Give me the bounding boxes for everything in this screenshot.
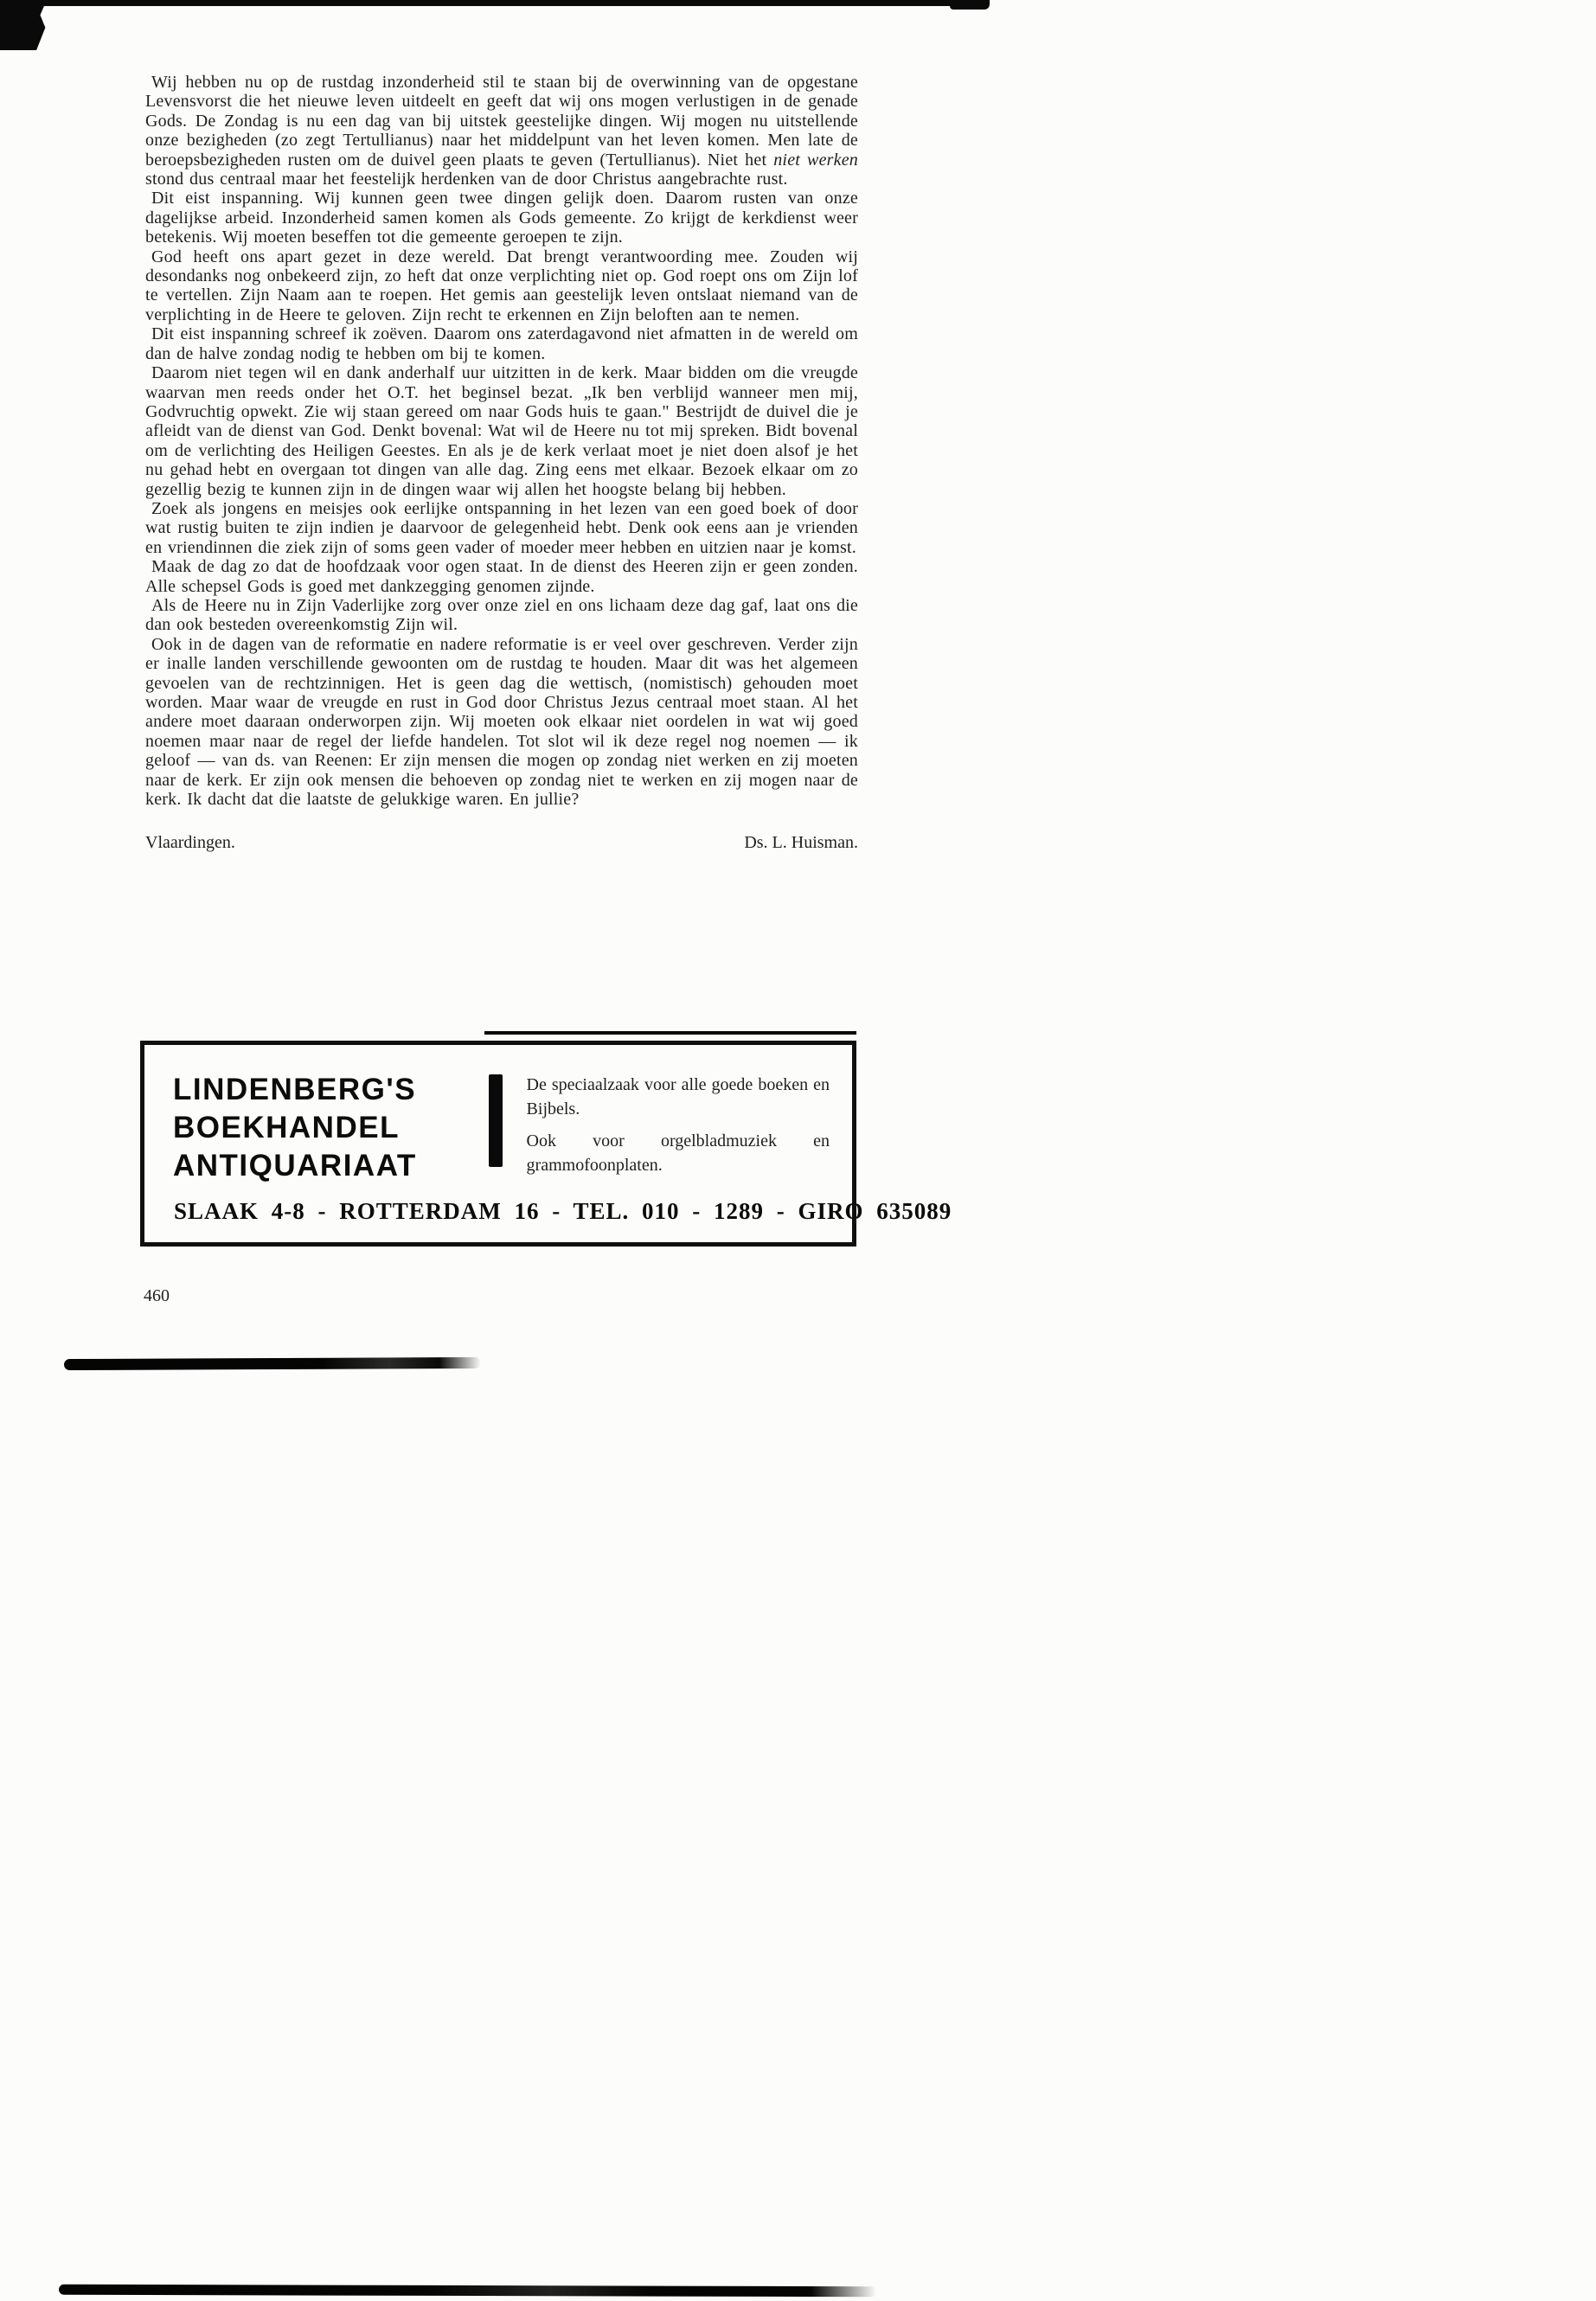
paragraph-emphasis: niet werken: [773, 150, 858, 170]
ad-brand-line-1: LINDENBERG'S: [173, 1073, 417, 1106]
ad-brand-line-3: ANTIQUARIAAT: [173, 1149, 417, 1183]
signature-place: Vlaardingen.: [145, 833, 235, 853]
paragraph-text: God heeft ons apart gezet in deze wereld. Dat brengt verantwoording mee. Zouden wij desondanks nog onbekeerd zijn, zo heft dat onze verplichting niet op. God roept ons om Zijn lof te vertellen. Zijn Naam aan te roepen. Het gemis aan geestelijk leven ontslaat niemand van de verplichting in de Heere te geloven. Zijn recht te erkennen en Zijn beloften aan te nemen.: [145, 247, 858, 324]
article-paragraphs: [145, 73, 858, 809]
paragraph-text: Zoek als jongens en meisjes ook eerlijke ontspanning in het lezen van een goed boek of door wat rustig buiten te zijn indien je daarvoor de gelegenheid hebt. Denk ook eens aan je vrienden en vriendinnen die ziek zijn of soms geen vader of moeder meer hebben en uitzien naar je komst.: [145, 498, 858, 557]
paragraph: [145, 247, 858, 325]
ad-brand: [173, 1071, 449, 1185]
ad-tagline-2: Ook voor orgelbladmuziek en grammofoonplaten.: [526, 1131, 830, 1175]
scan-artifact-top-line: [43, 0, 960, 6]
article: [145, 73, 858, 853]
paragraph: [145, 363, 858, 499]
advertisement-box: [140, 1041, 952, 1247]
paragraph: [145, 324, 858, 363]
paragraph: [145, 189, 858, 247]
ad-divider-bar: [489, 1074, 503, 1167]
paragraph-text: Daarom niet tegen wil en dank anderhalf uur uitzitten in de kerk. Maar bidden om die vreugde waarvan men reeds onder het O.T. het beginsel bezat. „Ik ben verblijd wanneer men mij, Godvruchtig opwekt. Zie wij staan gereed om naar Gods huis te gaan." Bestrijdt de duivel die je afleidt van de dienst van God. Denkt bovenal: Wat wil de Heere nu tot mij spreken. Bidt bovenal om de verlichting des Heiligen Geestes. En als je de kerk verlaat moet je niet doen alsof je het nu gehad hebt en overgaan tot dingen van alle dag. Zing eens met elkaar. Bezoek elkaar om zo gezellig bezig te kunnen zijn in de dingen waar wij allen het hoogste belang bij hebben.: [145, 363, 858, 499]
paragraph: [145, 635, 858, 810]
paragraph-text: Als de Heere nu in Zijn Vaderlijke zorg over onze ziel en ons lichaam deze dag gaf, laat ons die dan ook besteden overeenkomstig Zijn wil.: [145, 595, 858, 635]
scan-artifact-corner-mark: [0, 0, 47, 50]
scan-artifact-ad-top-line: [484, 1031, 856, 1035]
ad-tagline-1: De speciaalzaak voor alle goede boeken en Bijbels.: [526, 1075, 830, 1118]
paragraph-text: Maak de dag zo dat de hoofdzaak voor ogen staat. In de dienst des Heeren zijn er geen zonden. Alle schepsel Gods is goed met dankzegging genomen zijnde.: [145, 557, 858, 596]
advertisement-top-section: [144, 1045, 852, 1185]
paragraph: [145, 73, 858, 189]
scan-artifact-bottom-smudge: [59, 2285, 876, 2297]
ad-taglines: [527, 1073, 830, 1177]
scan-artifact-mid-smudge: [64, 1357, 481, 1370]
signature-author: Ds. L. Huisman.: [744, 833, 858, 853]
paragraph-text: Ook in de dagen van de reformatie en nadere reformatie is er veel over geschreven. Verder zijn er inalle landen verschillende gewoonten om de rustdag te houden. Maar dit was het algemeen gevoelen van de rechtzinnigen. Het is geen dag die wettisch, (nomistisch) gehouden moet worden. Maar waar de vreugde en rust in God door Christus Jezus centraal moet staan. Al het andere moet daaraan onderworpen zijn. Wij moeten ook elkaar niet oordelen in wat wij goed noemen maar naar de regel der liefde handelen. Tot slot wil ik deze regel nog noemen — ik geloof — van ds. van Reenen: Er zijn mensen die mogen op zondag niet werken en zij moeten naar de kerk. Er zijn ook mensen die behoeven op zondag niet te werken en zij mogen naar de kerk. Ik dacht dat die laatste de gelukkige waren. En jullie?: [145, 634, 858, 810]
page-number: 460: [144, 1286, 170, 1305]
paragraph-text: Dit eist inspanning. Wij kunnen geen twee dingen gelijk doen. Daarom rusten van onze dagelijkse arbeid. Inzonderheid samen komen als Gods gemeente. Zo krijgt de kerkdienst weer betekenis. Wij moeten beseffen tot die gemeente geroepen te zijn.: [145, 189, 858, 247]
paragraph: [145, 557, 858, 596]
ad-brand-line-2: BOEKHANDEL: [173, 1111, 400, 1144]
paragraph-text: Dit eist inspanning schreef ik zoëven. Daarom ons zaterdagavond niet afmatten in de wereld om dan de halve zondag nodig te hebben om bij te komen.: [145, 324, 858, 363]
paragraph: [145, 499, 858, 557]
paragraph-text: stond dus centraal maar het feestelijk herdenken van de door Christus aangebrachte rust.: [145, 170, 788, 189]
paragraph: [145, 596, 858, 635]
signature-row: [145, 833, 858, 853]
ad-address-line: SLAAK 4-8 - ROTTERDAM 16 - TEL. 010 - 1289 - GIRO 635089: [174, 1198, 952, 1224]
paragraph-text: Wij hebben nu op de rustdag inzonderheid stil te staan bij de overwinning van de opgestane Levensvorst die het nieuwe leven uitdeelt en geeft dat wij ons mogen verlustigen in de genade Gods. De Zondag is nu een dag van bij uitstek geestelijke dingen. Wij mogen nu uitstellende onze bezigheden (zo zegt Tertullianus) naar het middelpunt van het leven komen. Men late de beroepsbezigheden rusten om de duivel geen plaats te geven (Tertullianus). Niet het: [145, 73, 858, 170]
scan-artifact-top-nub: [950, 0, 990, 10]
